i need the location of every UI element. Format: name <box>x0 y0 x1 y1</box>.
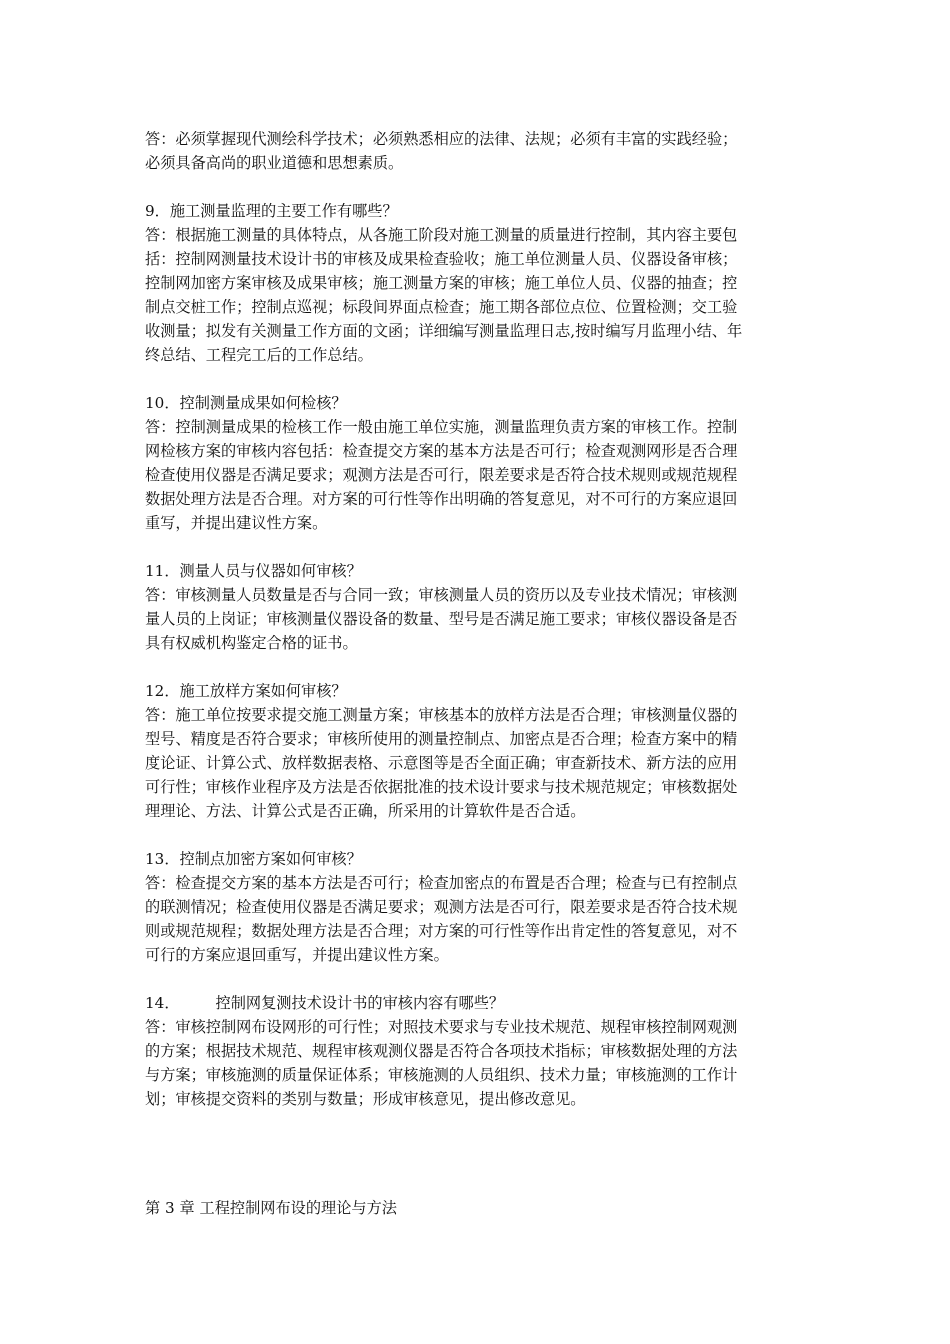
question-title: 测量人员与仪器如何审核？ <box>179 562 362 580</box>
paragraph-gap <box>145 967 810 991</box>
answer-line: 则或规范规程；数据处理方法是否合理；对方案的可行性等作出肯定性的答复意见，对不 <box>145 922 738 940</box>
answer-line: 终总结、工程完工后的工作总结。 <box>145 346 373 364</box>
answer-line: 量人员的上岗证；审核测量仪器设备的数量、型号是否满足施工要求；审核仪器设备是否 <box>145 610 738 628</box>
question-title: 控制测量成果如何检核？ <box>179 394 347 412</box>
question-9 <box>145 199 810 367</box>
document-body <box>145 127 810 1111</box>
answer-line: 答：根据施工测量的具体特点，从各施工阶段对施工测量的质量进行控制，其内容主要包 <box>145 226 738 244</box>
answer-line: 可行的方案应退回重写，并提出建议性方案。 <box>145 946 449 964</box>
question-title: 施工放样方案如何审核？ <box>179 682 347 700</box>
paragraph-gap <box>145 655 810 679</box>
question-heading <box>145 559 810 583</box>
question-11 <box>145 559 810 655</box>
question-number: 12． <box>145 682 180 700</box>
answer-line: 制点交桩工作；控制点巡视；标段间界面点检查；施工期各部位点位、位置检测；交工验 <box>145 298 738 316</box>
answer-line: 划；审核提交资料的类别与数量；形成审核意见，提出修改意见。 <box>145 1090 586 1108</box>
question-heading <box>145 991 810 1015</box>
answer-line: 答：审核测量人员数量是否与合同一致；审核测量人员的资历以及专业技术情况；审核测 <box>145 586 738 604</box>
answer-line: 网检核方案的审核内容包括：检查提交方案的基本方法是否可行；检查观测网形是否合理 <box>145 442 738 460</box>
answer-line: 答：检查提交方案的基本方法是否可行；检查加密点的布置是否合理；检查与已有控制点 <box>145 874 738 892</box>
question-title: 控制点加密方案如何审核？ <box>179 850 362 868</box>
paragraph-gap <box>145 175 810 199</box>
answer-line: 答：审核控制网布设网形的可行性；对照技术要求与专业技术规范、规程审核控制网观测 <box>145 1018 738 1036</box>
answer-line: 与方案；审核施测的质量保证体系；审核施测的人员组织、技术力量；审核施测的工作计 <box>145 1066 738 1084</box>
answer-line: 检查使用仪器是否满足要求；观测方法是否可行，限差要求是否符合技术规则或规范规程 <box>145 466 738 484</box>
question-title: 施工测量监理的主要工作有哪些？ <box>169 202 398 220</box>
question-number: 11． <box>145 562 180 580</box>
answer-line: 答：控制测量成果的检核工作一般由施工单位实施，测量监理负责方案的审核工作。控制 <box>145 418 738 436</box>
question-number: 10． <box>145 394 180 412</box>
question-number: 13． <box>145 850 180 868</box>
chapter-heading: 第 3 章 工程控制网布设的理论与方法 <box>145 1199 397 1217</box>
answer-line: 数据处理方法是否合理。对方案的可行性等作出明确的答复意见，对不可行的方案应退回 <box>145 490 738 508</box>
answer-line: 度论证、计算公式、放样数据表格、示意图等是否全面正确；审查新技术、新方法的应用 <box>145 754 738 772</box>
answer-line: 答：施工单位按要求提交施工测量方案；审核基本的放样方法是否合理；审核测量仪器的 <box>145 706 738 724</box>
answer-line: 重写，并提出建议性方案。 <box>145 514 328 532</box>
question-13 <box>145 847 810 967</box>
answer-line: 控制网加密方案审核及成果审核；施工测量方案的审核；施工单位人员、仪器的抽查；控 <box>145 274 738 292</box>
paragraph-gap <box>145 367 810 391</box>
answer-line: 括：控制网测量技术设计书的审核及成果检查验收；施工单位测量人员、仪器设备审核； <box>145 250 738 268</box>
question-number: 14． <box>145 994 180 1012</box>
answer-line: 收测量；拟发有关测量工作方面的文函；详细编写测量监理日志,按时编写月监理小结、年 <box>145 322 743 340</box>
paragraph-gap <box>145 823 810 847</box>
answer-line: 必须具备高尚的职业道德和思想素质。 <box>145 154 404 172</box>
question-heading <box>145 199 810 223</box>
answer-line: 可行性；审核作业程序及方法是否依据批准的技术设计要求与技术规范规定；审核数据处 <box>145 778 738 796</box>
question-14 <box>145 991 810 1111</box>
question-12 <box>145 679 810 823</box>
question-heading <box>145 847 810 871</box>
answer-line: 型号、精度是否符合要求；审核所使用的测量控制点、加密点是否合理；检查方案中的精 <box>145 730 738 748</box>
question-10 <box>145 391 810 535</box>
answer-line: 答：必须掌握现代测绘科学技术；必须熟悉相应的法律、法规；必须有丰富的实践经验； <box>145 130 738 148</box>
answer-line: 的联测情况；检查使用仪器是否满足要求；观测方法是否可行，限差要求是否符合技术规 <box>145 898 738 916</box>
paragraph-gap <box>145 535 810 559</box>
intro-answer <box>145 127 810 175</box>
answer-line: 的方案；根据技术规范、规程审核观测仪器是否符合各项技术指标；审核数据处理的方法 <box>145 1042 738 1060</box>
answer-line: 理理论、方法、计算公式是否正确，所采用的计算软件是否合适。 <box>145 802 586 820</box>
question-number: 9． <box>145 202 170 220</box>
question-title: 控制网复测技术设计书的审核内容有哪些？ <box>215 994 505 1012</box>
question-heading <box>145 679 810 703</box>
answer-line: 具有权威机构鉴定合格的证书。 <box>145 634 358 652</box>
question-heading <box>145 391 810 415</box>
